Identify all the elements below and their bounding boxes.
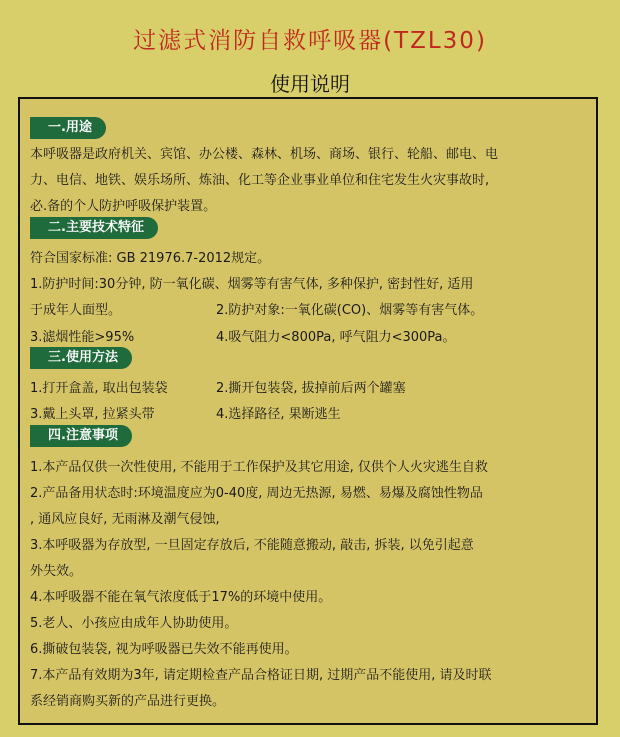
usage-line: 力、电信、地铁、娱乐场所、炼油、化工等企业事业单位和住宅发生火灾事故时,	[30, 173, 490, 188]
notes-line: 外失效。	[30, 564, 83, 579]
method-line: 1.打开盒盖, 取出包装袋	[30, 381, 168, 396]
notes-line: 5.老人、小孩应由成年人协助使用。	[30, 616, 238, 631]
section-heading-method: 三.使用方法	[30, 347, 132, 369]
notes-line: 系经销商购买新的产品进行更换。	[30, 694, 226, 709]
notes-line: 2.产品备用状态时:环境温度应为0-40度, 周边无热源, 易燃、易爆及腐蚀性物品	[30, 486, 483, 501]
notes-line: 1.本产品仅供一次性使用, 不能用于工作保护及其它用途, 仅供个人火灾逃生自救	[30, 460, 488, 475]
usage-line: 必.备的个人防护呼吸保护装置。	[30, 199, 217, 214]
specs-line: 2.防护对象:一氧化碳(CO)、烟雾等有害气体。	[216, 303, 484, 318]
instructions-subtitle: 使用说明	[270, 72, 350, 96]
section-heading-notes: 四.注意事项	[30, 425, 132, 447]
section-heading-usage: 一.用途	[30, 117, 106, 139]
notes-line: , 通风应良好, 无雨淋及潮气侵蚀,	[30, 512, 220, 527]
specs-line: 1.防护时间:30分钟, 防一氧化碳、烟雾等有害气体, 多种保护, 密封性好, 适用	[30, 277, 474, 292]
method-line: 2.撕开包装袋, 拔掉前后两个罐塞	[216, 381, 406, 396]
section-heading-specs: 二.主要技术特征	[30, 217, 158, 239]
method-line: 3.戴上头罩, 拉紧头带	[30, 407, 155, 422]
product-title: 过滤式消防自救呼吸器(TZL30)	[133, 28, 487, 54]
notes-line: 4.本呼吸器不能在氧气浓度低于17%的环境中使用。	[30, 590, 332, 605]
specs-line: 符合国家标准: GB 21976.7-2012规定。	[30, 251, 271, 266]
usage-line: 本呼吸器是政府机关、宾馆、办公楼、森林、机场、商场、银行、轮船、邮电、电	[30, 147, 499, 162]
notes-line: 6.撕破包装袋, 视为呼吸器已失效不能再使用。	[30, 642, 298, 657]
notes-line: 7.本产品有效期为3年, 请定期检查产品合格证日期, 过期产品不能使用, 请及时联	[30, 668, 492, 683]
instructions-panel	[18, 97, 598, 725]
specs-line: 3.滤烟性能>95%	[30, 330, 135, 345]
specs-line: 4.吸气阻力<800Pa, 呼气阻力<300Pa。	[216, 330, 456, 345]
specs-line: 于成年人面型。	[30, 303, 122, 318]
notes-line: 3.本呼吸器为存放型, 一旦固定存放后, 不能随意搬动, 敲击, 拆装, 以免引起意	[30, 538, 474, 553]
method-line: 4.选择路径, 果断逃生	[216, 407, 341, 422]
